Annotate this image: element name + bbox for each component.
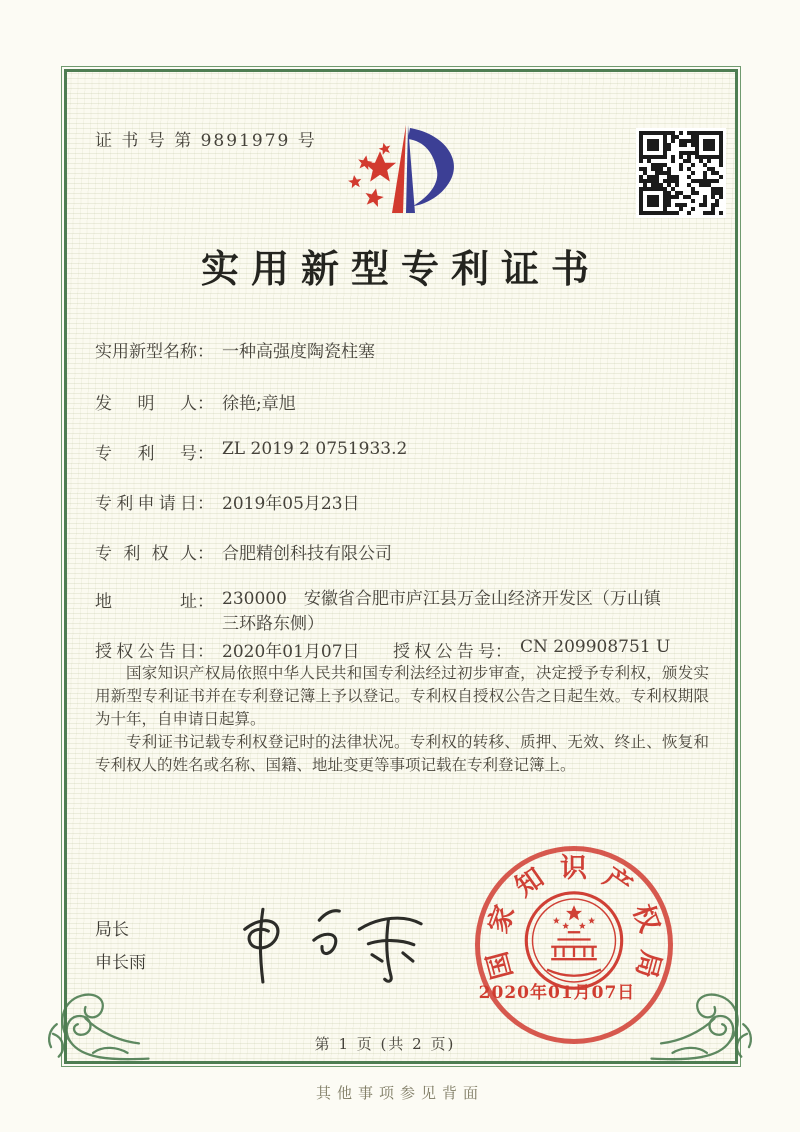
field-value-grant-date: 2020年01月07日 [222, 642, 360, 662]
field-label-name: 实用新型名称 [95, 342, 197, 362]
address-line-1: 230000 安徽省合肥市庐江县万金山经济开发区（万山镇 [222, 589, 661, 609]
field-value-address [222, 587, 661, 637]
official-seal [475, 846, 673, 1044]
cnipa-logo [340, 112, 470, 224]
field-label-patentee: 专利权人 [95, 544, 197, 564]
colon: ： [197, 494, 214, 514]
corner-flourish-bottom-left [36, 986, 154, 1072]
commissioner-title: 局长 [95, 920, 129, 940]
qr-module [719, 211, 723, 215]
field-label-grant-date: 授权公告日 [95, 642, 197, 662]
field-label-filing-date: 专利申请日 [95, 494, 197, 514]
field-value-name: 一种高强度陶瓷柱塞 [222, 342, 375, 362]
certificate-title: 实用新型专利证书 [200, 246, 601, 291]
seal-date: 2020年01月07日 [478, 983, 636, 1003]
body-paragraph-1: 国家知识产权局依照中华人民共和国专利法经过初步审查，决定授予专利权，颁发实用新型专利证书并在专利登记簿上予以登记。专利权自授权公告之日起生效。专利权期限为十年，自申请日起算。 [95, 664, 709, 728]
certificate-body [95, 662, 709, 777]
qr-code [636, 128, 726, 218]
field-label-inventor: 发明人 [95, 394, 197, 414]
field-label-grant-number: 授权公告号 [393, 642, 495, 662]
field-value-patentee: 合肥精创科技有限公司 [222, 544, 392, 564]
colon: ： [197, 544, 214, 564]
back-note: 其他事项参见背面 [315, 1084, 484, 1102]
colon: ： [197, 592, 214, 612]
colon: ： [197, 342, 214, 362]
commissioner-signature [232, 896, 432, 988]
field-row-grant [95, 637, 735, 662]
field-label-patent-number: 专利号 [95, 444, 197, 464]
body-paragraph-2: 专利证书记载专利权登记时的法律状况。专利权的转移、质押、无效、终止、恢复和专利权人的姓名或名称、国籍、地址变更等事项记载在专利登记簿上。 [95, 733, 709, 774]
colon: ： [197, 642, 214, 662]
field-value-grant-number: CN 209908751 U [520, 637, 671, 657]
field-row-patentee [95, 539, 735, 564]
page-number: 第 1 页 (共 2 页) [314, 1035, 456, 1053]
field-value-filing-date: 2019年05月23日 [222, 494, 360, 514]
seal-arc-char: 局 [629, 947, 667, 982]
field-row-utility-model-name [95, 337, 735, 362]
field-row-address [95, 587, 735, 637]
seal-arc-char: 家 [482, 901, 522, 938]
field-row-filing-date [95, 489, 735, 514]
colon: ： [197, 394, 214, 414]
field-value-patent-number: ZL 2019 2 0751933.2 [222, 439, 408, 459]
seal-arc-char: 识 [560, 853, 587, 884]
field-pair-grant-number [393, 637, 670, 662]
field-label-address: 地址 [95, 592, 197, 612]
seal-arc-char: 知 [509, 862, 550, 904]
seal-arc-char: 国 [481, 948, 519, 983]
address-line-2: 三环路东侧） [222, 614, 324, 634]
seal-arc-char: 权 [626, 900, 665, 937]
field-row-inventor [95, 389, 735, 414]
seal-arc-char: 产 [597, 861, 638, 903]
field-value-inventor: 徐艳;章旭 [222, 394, 296, 414]
cnipa-logo-graphic [340, 112, 470, 224]
certificate-number: 证 书 号 第 9891979 号 [95, 131, 317, 151]
colon: ： [197, 444, 214, 464]
field-row-patent-number [95, 439, 735, 464]
colon: ： [495, 642, 512, 662]
commissioner-name: 申长雨 [95, 953, 146, 973]
